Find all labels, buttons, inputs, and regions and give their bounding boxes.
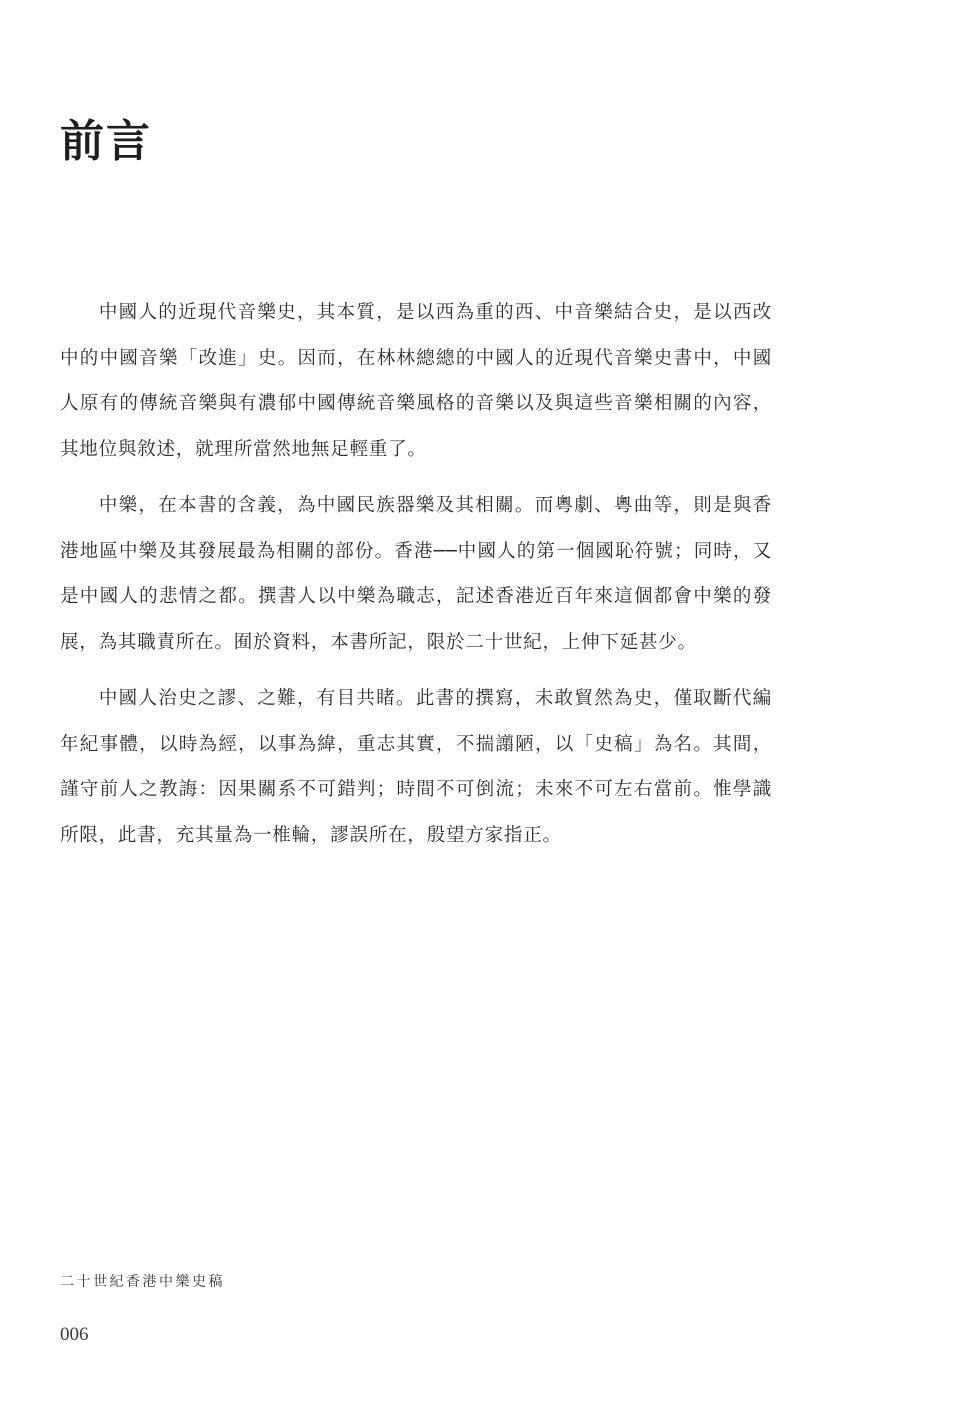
paragraph-1: 中國人的近現代音樂史，其本質，是以西為重的西、中音樂結合史，是以西改中的中國音樂「改進」史。因而，在林林總總的中國人的近現代音樂史書中，中國人原有的傳統音樂與有濃郁中國傳統音樂風格的音樂以及與這些音樂相關的內容，其地位與敘述，就理所當然地無足輕重了。 <box>60 302 772 460</box>
page-number: 006 <box>60 1324 89 1345</box>
running-footer-book-title: 二十世紀香港中樂史稿 <box>60 1274 225 1290</box>
paragraph-3: 中國人治史之謬、之難，有目共睹。此書的撰寫，未敢貿然為史，僅取斷代編年紀事體，以時為經，以事為緯，重志其實，不揣譾陋，以「史稿」為名。其間，謹守前人之教誨：因果關系不可錯判；時間不可倒流；未來不可左右當前。惟學識所限，此書，充其量為一椎輪，謬誤所在，殷望方家指正。 <box>60 688 772 846</box>
paragraph-2: 中樂，在本書的含義，為中國民族器樂及其相關。而粵劇、粵曲等，則是與香港地區中樂及其發展最為相關的部份。香港──中國人的第一個國恥符號；同時，又是中國人的悲情之都。撰書人以中樂為職志，記述香港近百年來這個都會中樂的發展，為其職責所在。囿於資料，本書所記，限於二十世紀，上伸下延甚少。 <box>60 495 772 653</box>
page-title: 前言 <box>60 116 152 167</box>
preface-body <box>60 290 772 869</box>
